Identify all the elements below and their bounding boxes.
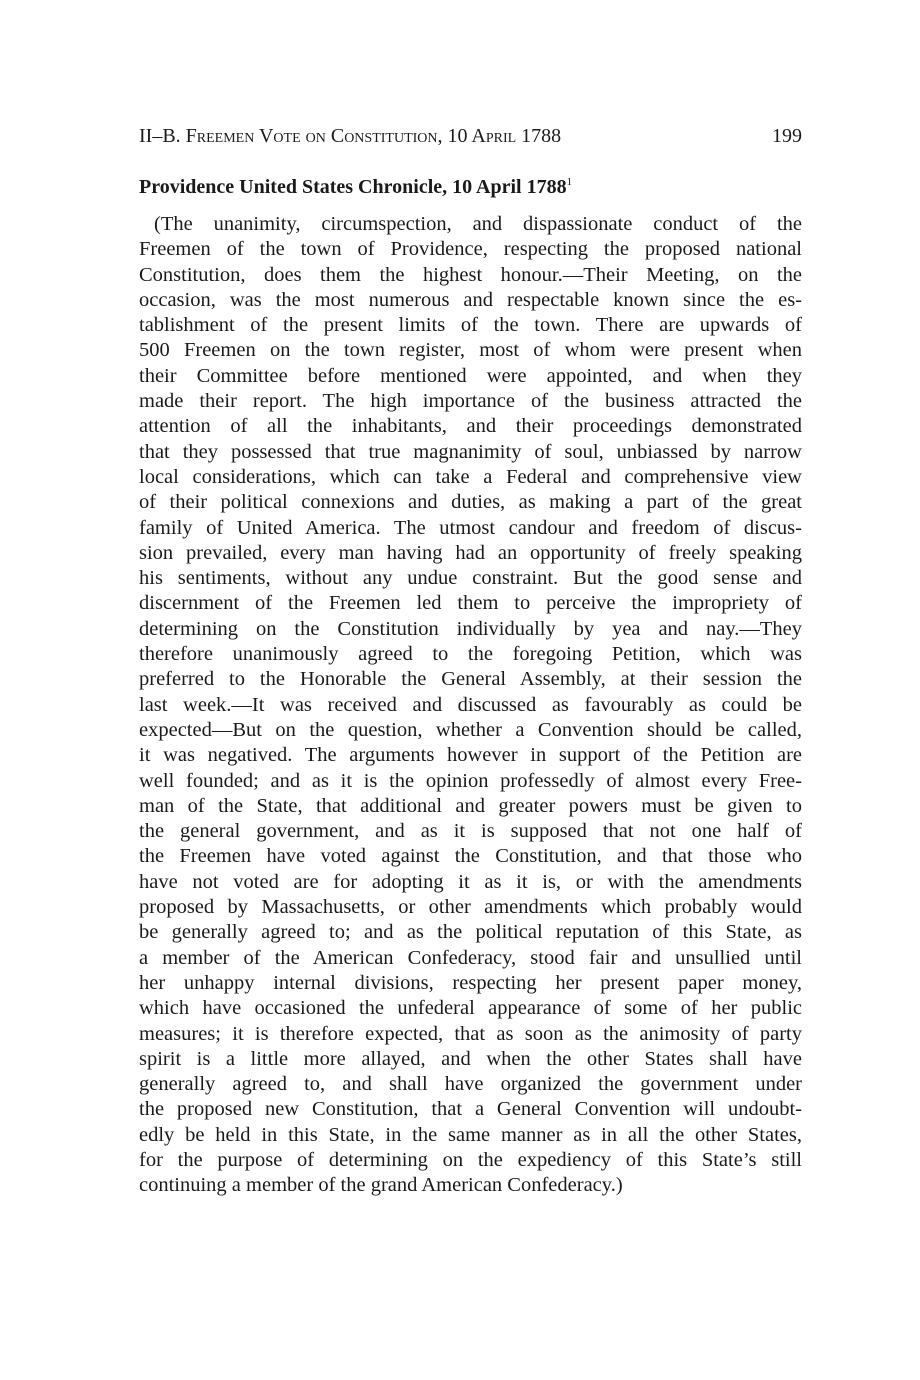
body-line: their Committee before mentioned were appointed, and when they [139, 364, 802, 387]
body-line: family of United America. The utmost candour and freedom of discus- [139, 516, 802, 539]
page-number: 199 [772, 125, 802, 147]
body-line: his sentiments, without any undue constraint. But the good sense and [139, 567, 802, 590]
article-title [139, 175, 802, 199]
body-line: have not voted are for adopting it as it is, or with the amendments [139, 870, 802, 893]
body-line: made their report. The high importance of the business attracted the [139, 390, 802, 413]
body-line: generally agreed to, and shall have organized the government under [139, 1073, 802, 1096]
body-line: a member of the American Confederacy, stood fair and unsullied until [139, 946, 802, 969]
body-line: tablishment of the present limits of the town. There are upwards of [139, 314, 802, 337]
footnote-marker: 1 [566, 176, 573, 188]
body-line: 500 Freemen on the town register, most of whom were present when [139, 339, 802, 362]
body-line: attention of all the inhabitants, and their proceedings demonstrated [139, 415, 802, 438]
body-line: measures; it is therefore expected, that as soon as the animosity of party [139, 1022, 802, 1045]
body-line: determining on the Constitution individually by yea and nay.—They [139, 617, 802, 640]
body-line: man of the State, that additional and greater powers must be given to [139, 794, 802, 817]
article-title-text: Providence United States Chronicle, 10 April 1788 [139, 176, 567, 198]
body-line: the Freemen have voted against the Constitution, and that those who [139, 845, 802, 868]
body-line: therefore unanimously agreed to the foregoing Petition, which was [139, 643, 802, 666]
body-line: expected—But on the question, whether a Convention should be called, [139, 718, 802, 741]
body-line: that they possessed that true magnanimity of soul, unbiassed by narrow [139, 440, 802, 463]
body-line: which have occasioned the unfederal appearance of some of her public [139, 997, 802, 1020]
article-body [139, 212, 802, 1199]
body-line: proposed by Massachusetts, or other amendments which probably would [139, 896, 802, 919]
body-line: continuing a member of the grand American Confederacy.) [139, 1174, 623, 1197]
body-line: last week.—It was received and discussed as favourably as could be [139, 693, 802, 716]
body-line: edly be held in this State, in the same manner as in all the other States, [139, 1123, 802, 1146]
running-title: II–B. Freemen Vote on Constitution, 10 April 1788 [139, 125, 562, 147]
body-line: (The unanimity, circumspection, and dispassionate conduct of the [154, 213, 802, 235]
body-line: local considerations, which can take a Federal and comprehensive view [139, 465, 802, 488]
running-head [139, 124, 802, 148]
body-line: the proposed new Constitution, that a General Convention will undoubt- [139, 1098, 802, 1121]
body-line: well founded; and as it is the opinion professedly of almost every Free- [139, 769, 802, 792]
body-line: spirit is a little more allayed, and when the other States shall have [139, 1047, 802, 1070]
body-line: for the purpose of determining on the expediency of this State’s still [139, 1148, 802, 1171]
body-line: of their political connexions and duties, as making a part of the great [139, 491, 802, 514]
body-line: the general government, and as it is supposed that not one half of [139, 820, 802, 843]
body-line: preferred to the Honorable the General Assembly, at their session the [139, 668, 802, 691]
body-line: Constitution, does them the highest honour.—Their Meeting, on the [139, 263, 802, 286]
body-line: her unhappy internal divisions, respecting her present paper money, [139, 971, 802, 994]
body-line: sion prevailed, every man having had an opportunity of freely speaking [139, 541, 802, 564]
body-line: be generally agreed to; and as the political reputation of this State, as [139, 921, 802, 944]
body-line: discernment of the Freemen led them to perceive the impropriety of [139, 592, 802, 615]
body-line: Freemen of the town of Providence, respecting the proposed national [139, 238, 802, 261]
body-line: occasion, was the most numerous and respectable known since the es- [139, 288, 802, 311]
body-line: it was negatived. The arguments however in support of the Petition are [139, 744, 802, 767]
